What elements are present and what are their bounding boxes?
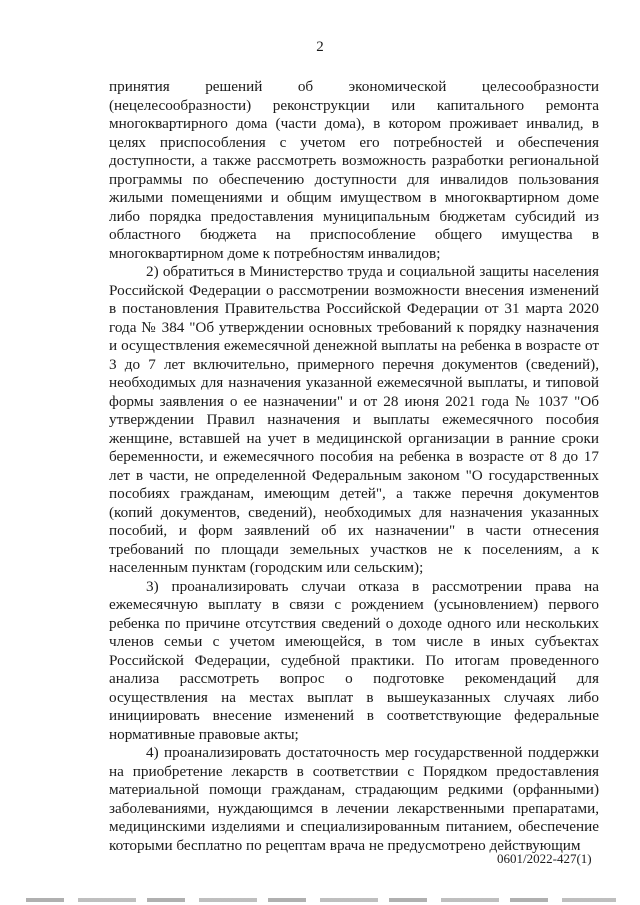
paragraph-item-3: 3) проанализировать случаи отказа в рассмотрении права на ежемесячную выплату в связи с рождением (усыновлением) первого ребенка по причине отсутствия сведений о доходе одного или нескольких членов семьи с учетом имеющейся, в том числе в иных субъектах Российской Федерации, судебной практики. По итогам проведенного анализа рассмотреть вопрос о подготовке рекомендаций для осуществления на местах выплат в вышеуказанных случаях либо инициировать внесение изменений в соответствующие федеральные нормативные правовые акты; <box>109 577 599 743</box>
page-number: 2 <box>316 39 324 55</box>
scan-edge-artifact <box>26 898 616 902</box>
paragraph-continuation: принятия решений об экономической целесообразности (нецелесообразности) реконструкции или капитального ремонта многоквартирного дома (части дома), в котором проживает инвалид, в целях приспособления с учетом его потребностей и обеспечения доступности, а также рассмотреть возможность разработки региональной программы по обеспечению доступности для инвалидов пользования жилыми помещениями и общим имуществом в многоквартирном доме либо порядка предоставления муниципальным бюджетам субсидий из областного бюджета на приспособление общего имущества в многоквартирном доме к потребностям инвалидов; <box>109 78 599 262</box>
document-body <box>109 78 599 855</box>
paragraph-item-4: 4) проанализировать достаточность мер государственной поддержки на приобретение лекарств в соответствии с Порядком предоставления материальной помощи гражданам, страдающим редкими (орфанными) заболеваниями, нуждающимся в лечении лекарственными препаратами, медицинскими изделиями и специализированным питанием, обеспечение которыми бесплатно по рецептам врача не предусмотрено действующим <box>109 744 599 854</box>
document-reference-number: 0601/2022-427(1) <box>497 851 592 866</box>
paragraph-item-2: 2) обратиться в Министерство труда и социальной защиты населения Российской Федерации о рассмотрении возможности внесения изменений в постановления Правительства Российской Федерации от 31 марта 2020 года № 384 "Об утверждении основных требований к порядку назначения и осуществления ежемесячной денежной выплаты на ребенка в возрасте от 3 до 7 лет включительно, примерного перечня документов (сведений), необходимых для назначения указанной ежемесячной выплаты, и типовой формы заявления о ее назначении" и от 28 июня 2021 года № 1037 "Об утверждении Правил назначения и выплаты ежемесячного пособия женщине, вставшей на учет в медицинской организации в ранние сроки беременности, и ежемесячного пособия на ребенка в возрасте от 8 до 17 лет в части, не определенной Федеральным законом "О государственных пособиях гражданам, имеющим детей", а также перечня документов (копий документов, сведений), необходимых для назначения указанных пособий, и форм заявлений об их назначении" в части отнесения требований по площади земельных участков не к поселениям, а к населенным пунктам (городским или сельским); <box>109 263 599 576</box>
